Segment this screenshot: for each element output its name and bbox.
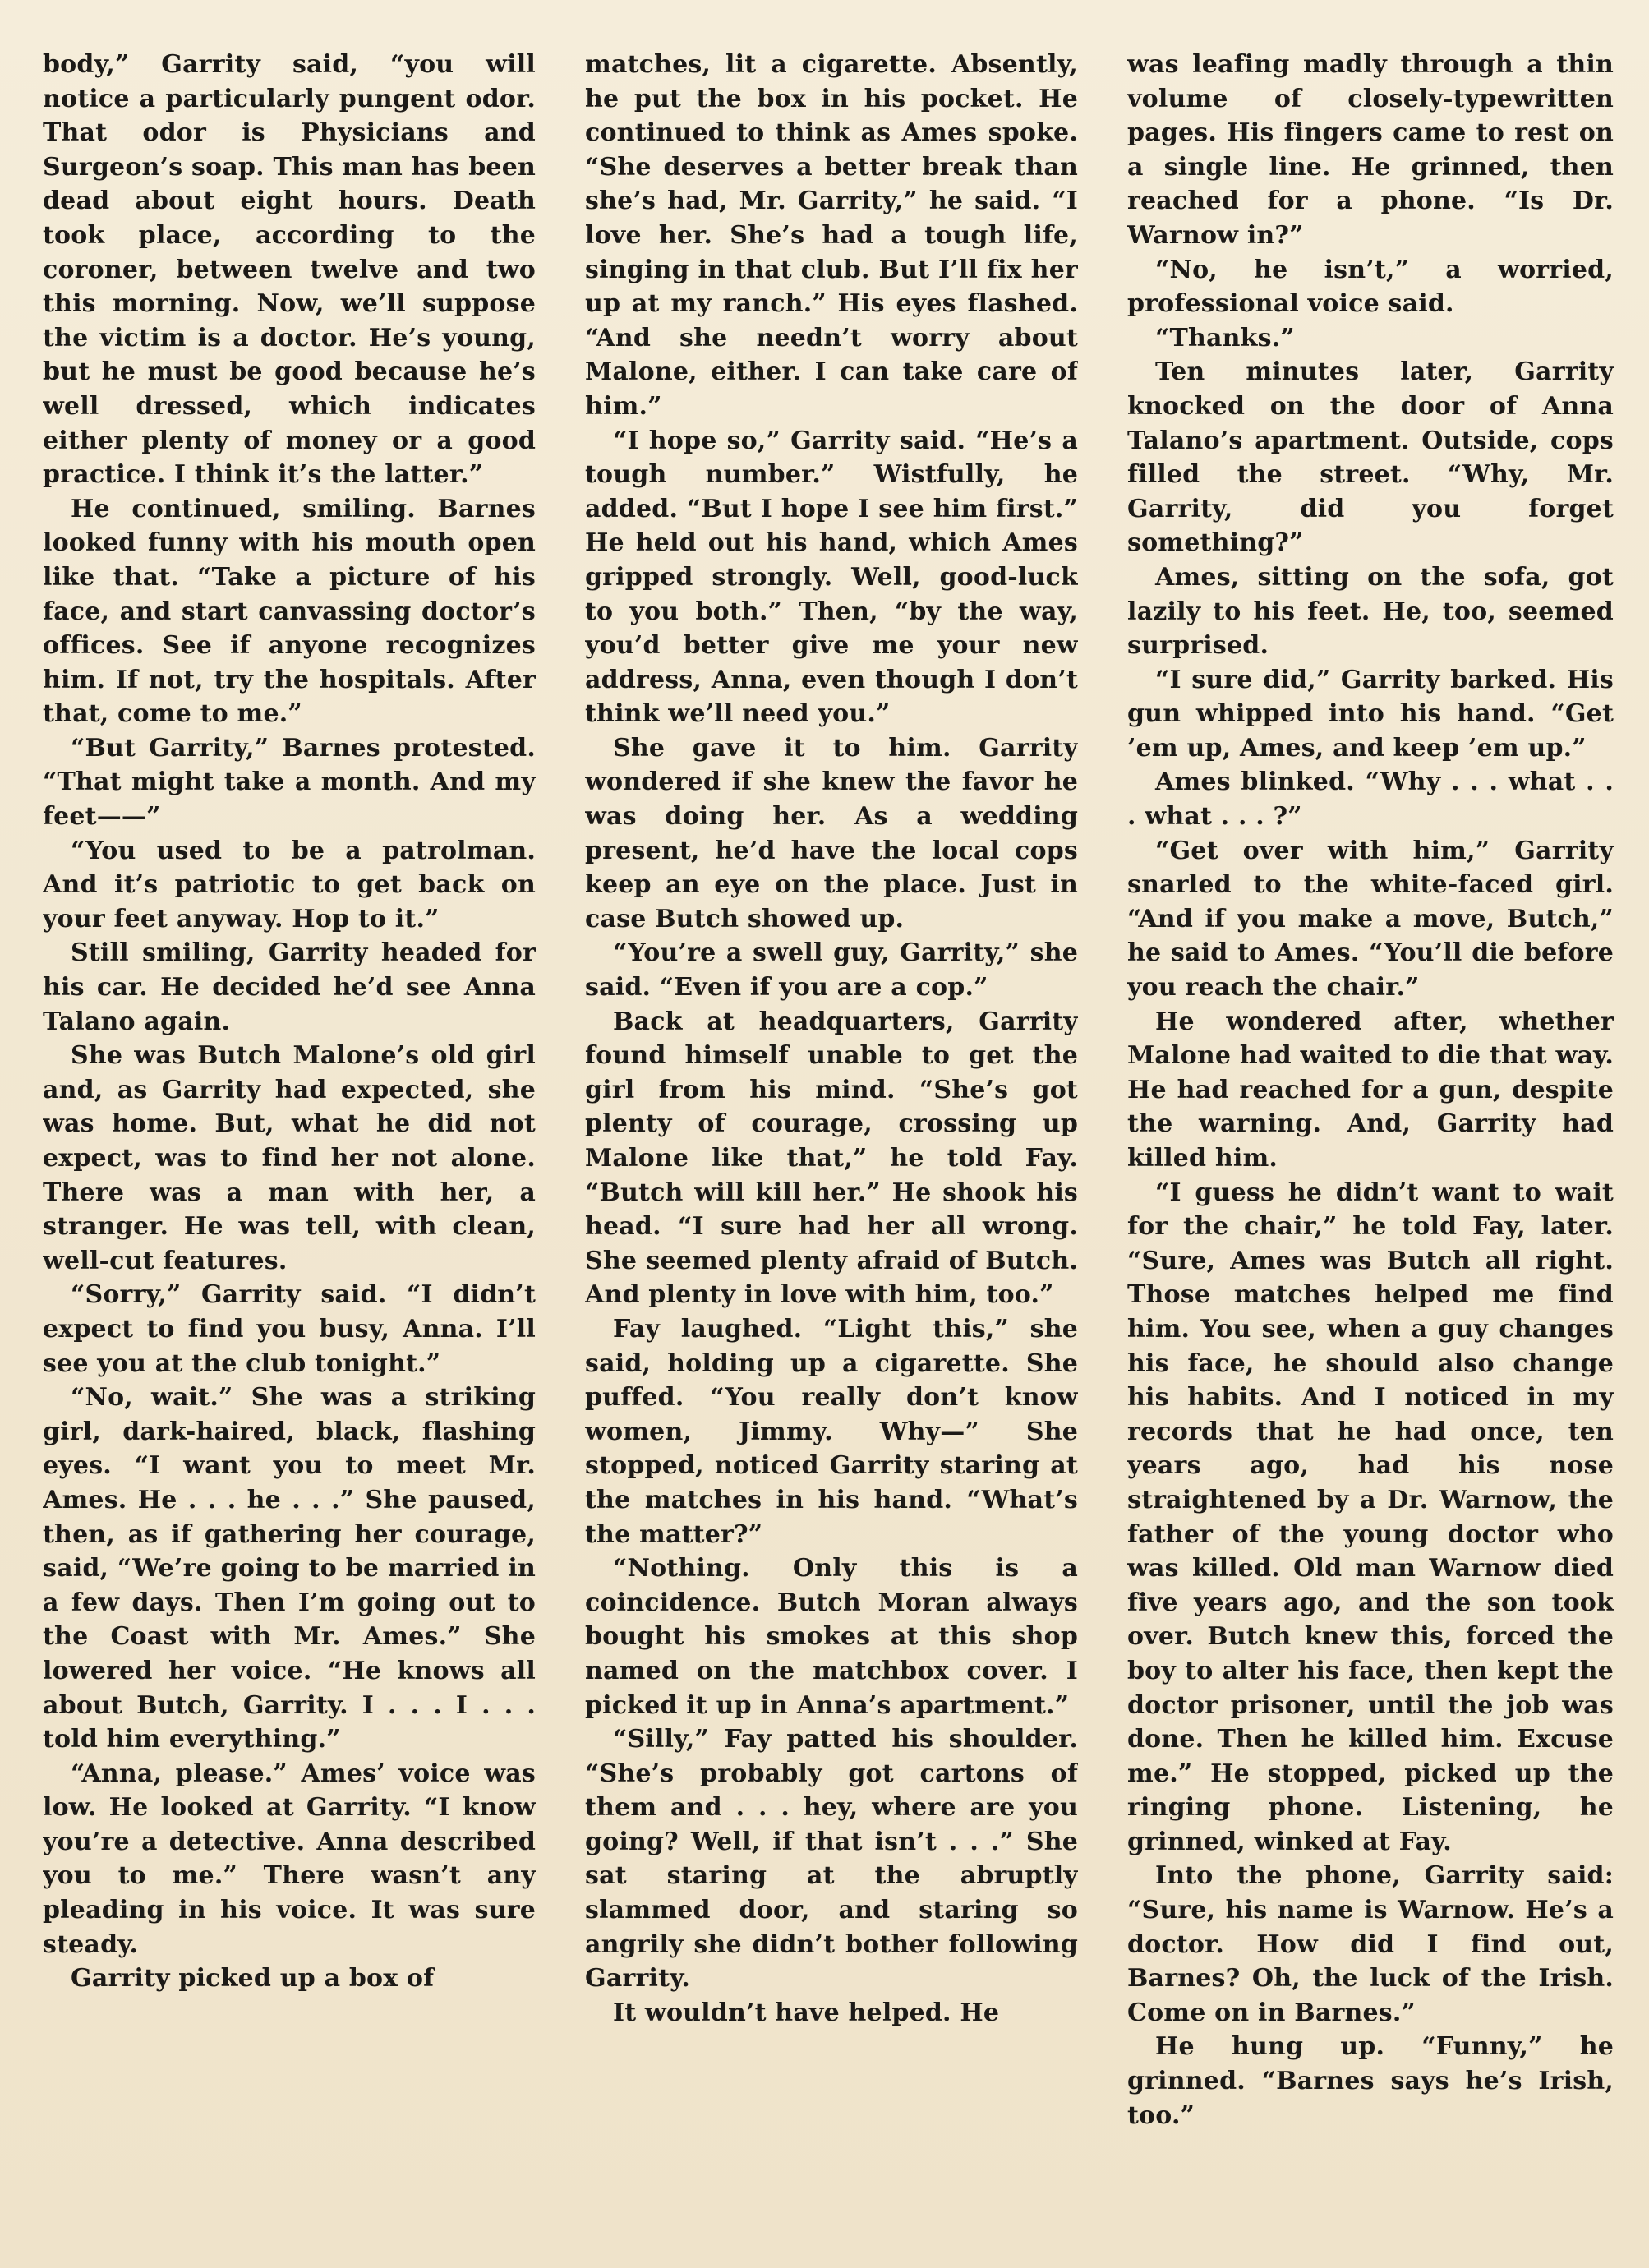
paragraph: Fay laughed. “Light this,” she said, holding up a cigarette. She puffed. “You really don’t know women, Jimmy. Why—” She stopped, noticed Garrity staring at the matches in his hand. “What’s the matter?” <box>585 1314 1078 1549</box>
paragraph: “No, he isn’t,” a worried, professional voice said. <box>1127 255 1614 319</box>
paragraph: “No, wait.” She was a striking girl, dark-haired, black, flashing eyes. “I want you to meet Mr. Ames. He . . . he . . .” She paused, then, as if gathering her courage, said, “We’re going to be married in a few days. Then I’m going out to the Coast with Mr. Ames.” She lowered her voice. “He knows all about Butch, Garrity. I . . . I . . . told him everything.” <box>43 1383 536 1754</box>
paragraph: “Sorry,” Garrity said. “I didn’t expect to find you busy, Anna. I’ll see you at the club tonight.” <box>43 1280 536 1378</box>
paragraph: “I hope so,” Garrity said. “He’s a tough number.” Wistfully, he added. “But I hope I see him first.” He held out his hand, which Ames gripped strongly. Well, good-luck to you both.” Then, “by the way, you’d better give me your new address, Anna, even though I don’t think we’ll need you.” <box>585 426 1078 729</box>
paragraph: “Anna, please.” Ames’ voice was low. He looked at Garrity. “I know you’re a detective. Anna described you to me.” There wasn’t any pleading in his voice. It was sure steady. <box>43 1759 536 1959</box>
paragraph: “I guess he didn’t want to wait for the chair,” he told Fay, later. “Sure, Ames was Butch all right. Those matches helped me find him. You see, when a guy changes his face, he should also change his habits. And I noticed in my records that he had once, ten years ago, had his nose straightened by a Dr. Warnow, the father of the young doctor who was killed. Old man Warnow died five years ago, and the son took over. Butch knew this, forced the boy to alter his face, then kept the doctor prisoner, until the job was done. Then he killed him. Excuse me.” He stopped, picked up the ringing phone. Listening, he grinned, winked at Fay. <box>1127 1178 1614 1856</box>
paragraph: Into the phone, Garrity said: “Sure, his name is Warnow. He’s a doctor. How did I find out, Barnes? Oh, the luck of the Irish. Come on in Barnes.” <box>1127 1861 1614 2027</box>
text-column-3 <box>1127 48 1614 2233</box>
paragraph: Ames, sitting on the sofa, got lazily to his feet. He, too, seemed surprised. <box>1127 562 1614 661</box>
paragraph: She gave it to him. Garrity wondered if she knew the favor he was doing her. As a wedding present, he’d have the local cops keep an eye on the place. Just in case Butch showed up. <box>585 733 1078 933</box>
paragraph: He hung up. “Funny,” he grinned. “Barnes says he’s Irish, too.” <box>1127 2032 1614 2130</box>
text-column-2 <box>585 48 1078 2233</box>
paragraph: He wondered after, whether Malone had waited to die that way. He had reached for a gun, despite the warning. And, Garrity had killed him. <box>1127 1007 1614 1173</box>
paragraph: “You’re a swell guy, Garrity,” she said. “Even if you are a cop.” <box>585 938 1078 1003</box>
paragraph: Back at headquarters, Garrity found himself unable to get the girl from his mind. “She’s got plenty of courage, crossing up Malone like that,” he told Fay. “Butch will kill her.” He shook his head. “I sure had her all wrong. She seemed plenty afraid of Butch. And plenty in love with him, too.” <box>585 1007 1078 1310</box>
paragraph: “Get over with him,” Garrity snarled to the white-faced girl. “And if you make a move, Butch,” he said to Ames. “You’ll die before you reach the chair.” <box>1127 836 1614 1003</box>
paragraph: body,” Garrity said, “you will notice a particularly pungent odor. That odor is Physicians and Surgeon’s soap. This man has been dead about eight hours. Death took place, according to the coroner, between twelve and two this morning. Now, we’ll suppose the victim is a doctor. He’s young, but he must be good because he’s well dressed, which indicates either plenty of money or a good practice. I think it’s the latter.” <box>43 50 536 490</box>
paragraph: “Nothing. Only this is a coincidence. Butch Moran always bought his smokes at this shop named on the matchbox cover. I picked it up in Anna’s apartment.” <box>585 1554 1078 1720</box>
paragraph: “Silly,” Fay patted his shoulder. “She’s probably got cartons of them and . . . hey, where are you going? Well, if that isn’t . . .” She sat staring at the abruptly slammed door, and staring so angrily she didn’t bother following Garrity. <box>585 1725 1078 1994</box>
paragraph: “I sure did,” Garrity barked. His gun whipped into his hand. “Get ’em up, Ames, and keep ’em up.” <box>1127 665 1614 763</box>
paragraph: matches, lit a cigarette. Absently, he put the box in his pocket. He continued to think as Ames spoke. “She deserves a better break than she’s had, Mr. Garrity,” he said. “I love her. She’s had a tough life, singing in that club. But I’ll fix her up at my ranch.” His eyes flashed. “And she needn’t worry about Malone, either. I can take care of him.” <box>585 50 1078 421</box>
paragraph: Garrity picked up a box of <box>71 1964 435 1994</box>
paragraph: It wouldn’t have helped. He <box>613 1998 1000 2027</box>
paragraph: He continued, smiling. Barnes looked funny with his mouth open like that. “Take a picture of his face, and start canvassing doctor’s offices. See if anyone recognizes him. If not, try the hospitals. After that, come to me.” <box>43 494 536 729</box>
text-column-1 <box>43 48 536 2233</box>
paragraph: Ten minutes later, Garrity knocked on the door of Anna Talano’s apartment. Outside, cops filled the street. “Why, Mr. Garrity, did you forget something?” <box>1127 357 1614 558</box>
paragraph: “But Garrity,” Barnes protested. “That might take a month. And my feet——” <box>43 733 536 832</box>
paragraph: was leafing madly through a thin volume of closely-typewritten pages. His fingers came to rest on a single line. He grinned, then reached for a phone. “Is Dr. Warnow in?” <box>1127 50 1614 250</box>
paragraph: Ames blinked. “Why . . . what . . . what . . . ?” <box>1127 768 1614 832</box>
paragraph: Still smiling, Garrity headed for his car. He decided he’d see Anna Talano again. <box>43 938 536 1036</box>
paragraph: “Thanks.” <box>1155 323 1295 353</box>
paragraph: She was Butch Malone’s old girl and, as Garrity had expected, she was home. But, what he did not expect, was to find her not alone. There was a man with her, a stranger. He was tell, with clean, well-cut features. <box>43 1041 536 1275</box>
paragraph: “You used to be a patrolman. And it’s patriotic to get back on your feet anyway. Hop to it.” <box>43 836 536 933</box>
